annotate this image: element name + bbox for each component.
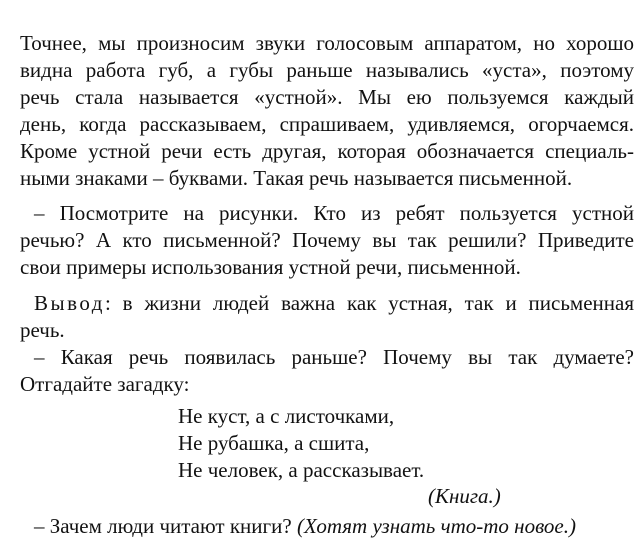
paragraph-question [20, 344, 634, 398]
paragraph-conclusion [20, 290, 634, 344]
text-line: Кроме устной речи есть другая, которая обозначается специаль- [20, 139, 634, 163]
verse-line: Не куст, а с листочками, [178, 404, 395, 428]
text-line: видна работа губ, а губы раньше назывались «уста», поэтому [20, 58, 634, 82]
verse-line: Не рубашка, а сшита, [178, 431, 370, 455]
riddle-answer: (Книга.) [428, 484, 501, 508]
final-question [20, 514, 634, 539]
riddle-verse [178, 403, 424, 484]
text-line: речь. [20, 318, 65, 342]
text-line: Отгадайте загадку: [20, 372, 190, 396]
text-line: свои примеры использования устной речи, письменной. [20, 255, 521, 279]
verse-line: Не человек, а рассказывает. [178, 458, 425, 482]
text-line: – Посмотрите на рисунки. Кто из ребят пользуется устной [34, 201, 634, 225]
text-line: – Какая речь появилась раньше? Почему вы так думаете? [34, 345, 634, 369]
text-line: Точнее, мы произносим звуки голосовым аппаратом, но хорошо [20, 31, 634, 55]
final-question-text: – Зачем люди читают книги? [34, 514, 292, 538]
text-line [20, 290, 634, 317]
final-answer: (Хотят узнать что-то новое.) [296, 514, 576, 538]
text-line: речь стала называется «устной». Мы ею пользуемся каждый [20, 85, 634, 109]
conclusion-label: Вывод [34, 291, 105, 315]
conclusion-text: : в жизни людей важна как устная, так и письменная [104, 291, 634, 315]
text-line: день, когда рассказываем, спрашиваем, удивляемся, огорчаемся. [20, 112, 634, 136]
paragraph-look-at-pictures [20, 200, 634, 281]
text-line: ными знаками – буквами. Такая речь называется письменной. [20, 166, 573, 190]
text-line: речью? А кто письменной? Почему вы так решили? Приведите [20, 228, 634, 252]
paragraph-oral-speech [20, 30, 634, 192]
